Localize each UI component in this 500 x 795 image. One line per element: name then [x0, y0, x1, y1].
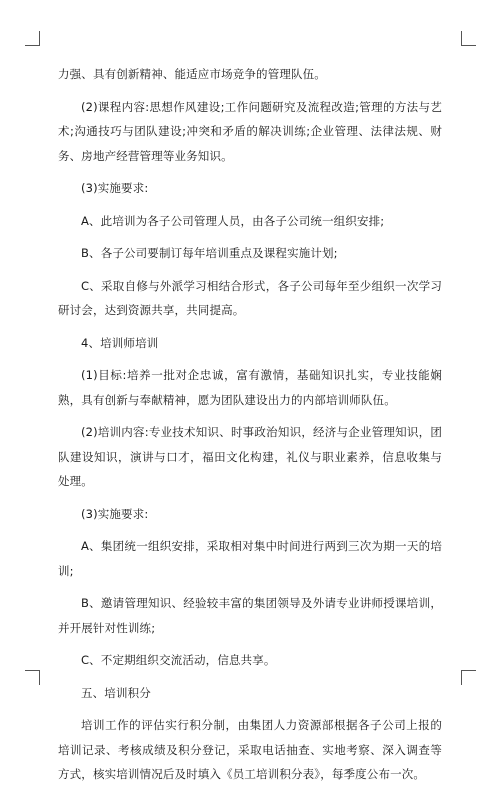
paragraph-trainer-requirement-b: B、邀请管理知识、经验较丰富的集团领导及外请专业讲师授课培训，并开展针对性训练;	[58, 596, 442, 635]
section-heading-training-points: 五、培训积分	[81, 685, 151, 700]
document-body	[58, 62, 442, 795]
paragraph-trainer-requirement-c: C、不定期组织交流活动，信息共享。	[81, 653, 276, 667]
paragraph-course-content: (2)课程内容:思想作风建设;工作问题研究及流程改造;管理的方法与艺术;沟通技巧与团队建设;冲突和矛盾的解决训练;企业管理、法律法规、财务、房地产经营管理等业务知识。	[58, 99, 442, 163]
crop-mark-top-right	[461, 31, 476, 46]
paragraph-trainer-requirements-heading: (3)实施要求:	[81, 506, 149, 521]
paragraph-requirement-a: A、此培训为各子公司管理人员，由各子公司统一组织安排;	[81, 213, 385, 228]
section-heading-trainer-training: 4、培训师培训	[81, 335, 159, 350]
crop-mark-bottom-right	[461, 670, 476, 685]
paragraph-continuation: 力强、具有创新精神、能适应市场竞争的管理队伍。	[58, 67, 326, 81]
paragraph-trainer-goal: (1)目标:培养一批对企忠诚，富有激情，基础知识扎实，专业技能娴熟，具有创新与奉献精神，愿为团队建设出力的内部培训师队伍。	[58, 368, 442, 407]
paragraph-training-points: 培训工作的评估实行积分制，由集团人力资源部根据各子公司上报的培训记录、考核成绩及积分登记，采取电话抽查、实地考察、深入调查等方式，核实培训情况后及时填入《员工培训积分表》，每季度公布一次。	[58, 718, 442, 781]
paragraph-requirement-b: B、各子公司要制订每年培训重点及课程实施计划;	[81, 246, 338, 260]
paragraph-requirement-c: C、采取自修与外派学习相结合形式，各子公司每年至少组织一次学习研讨会，达到资源共享，共同提高。	[58, 278, 442, 317]
paragraph-trainer-requirement-a: A、集团统一组织安排，采取相对集中时间进行两到三次为期一天的培训;	[58, 539, 442, 578]
paragraph-requirements-heading: (3)实施要求:	[81, 181, 149, 195]
crop-mark-top-left	[25, 31, 40, 46]
crop-mark-bottom-left	[25, 670, 40, 685]
paragraph-trainer-content: (2)培训内容:专业技术知识、时事政治知识，经济与企业管理知识，团队建设知识，演讲与口才，福田文化构建，礼仪与职业素养，信息收集与处理。	[58, 425, 442, 488]
